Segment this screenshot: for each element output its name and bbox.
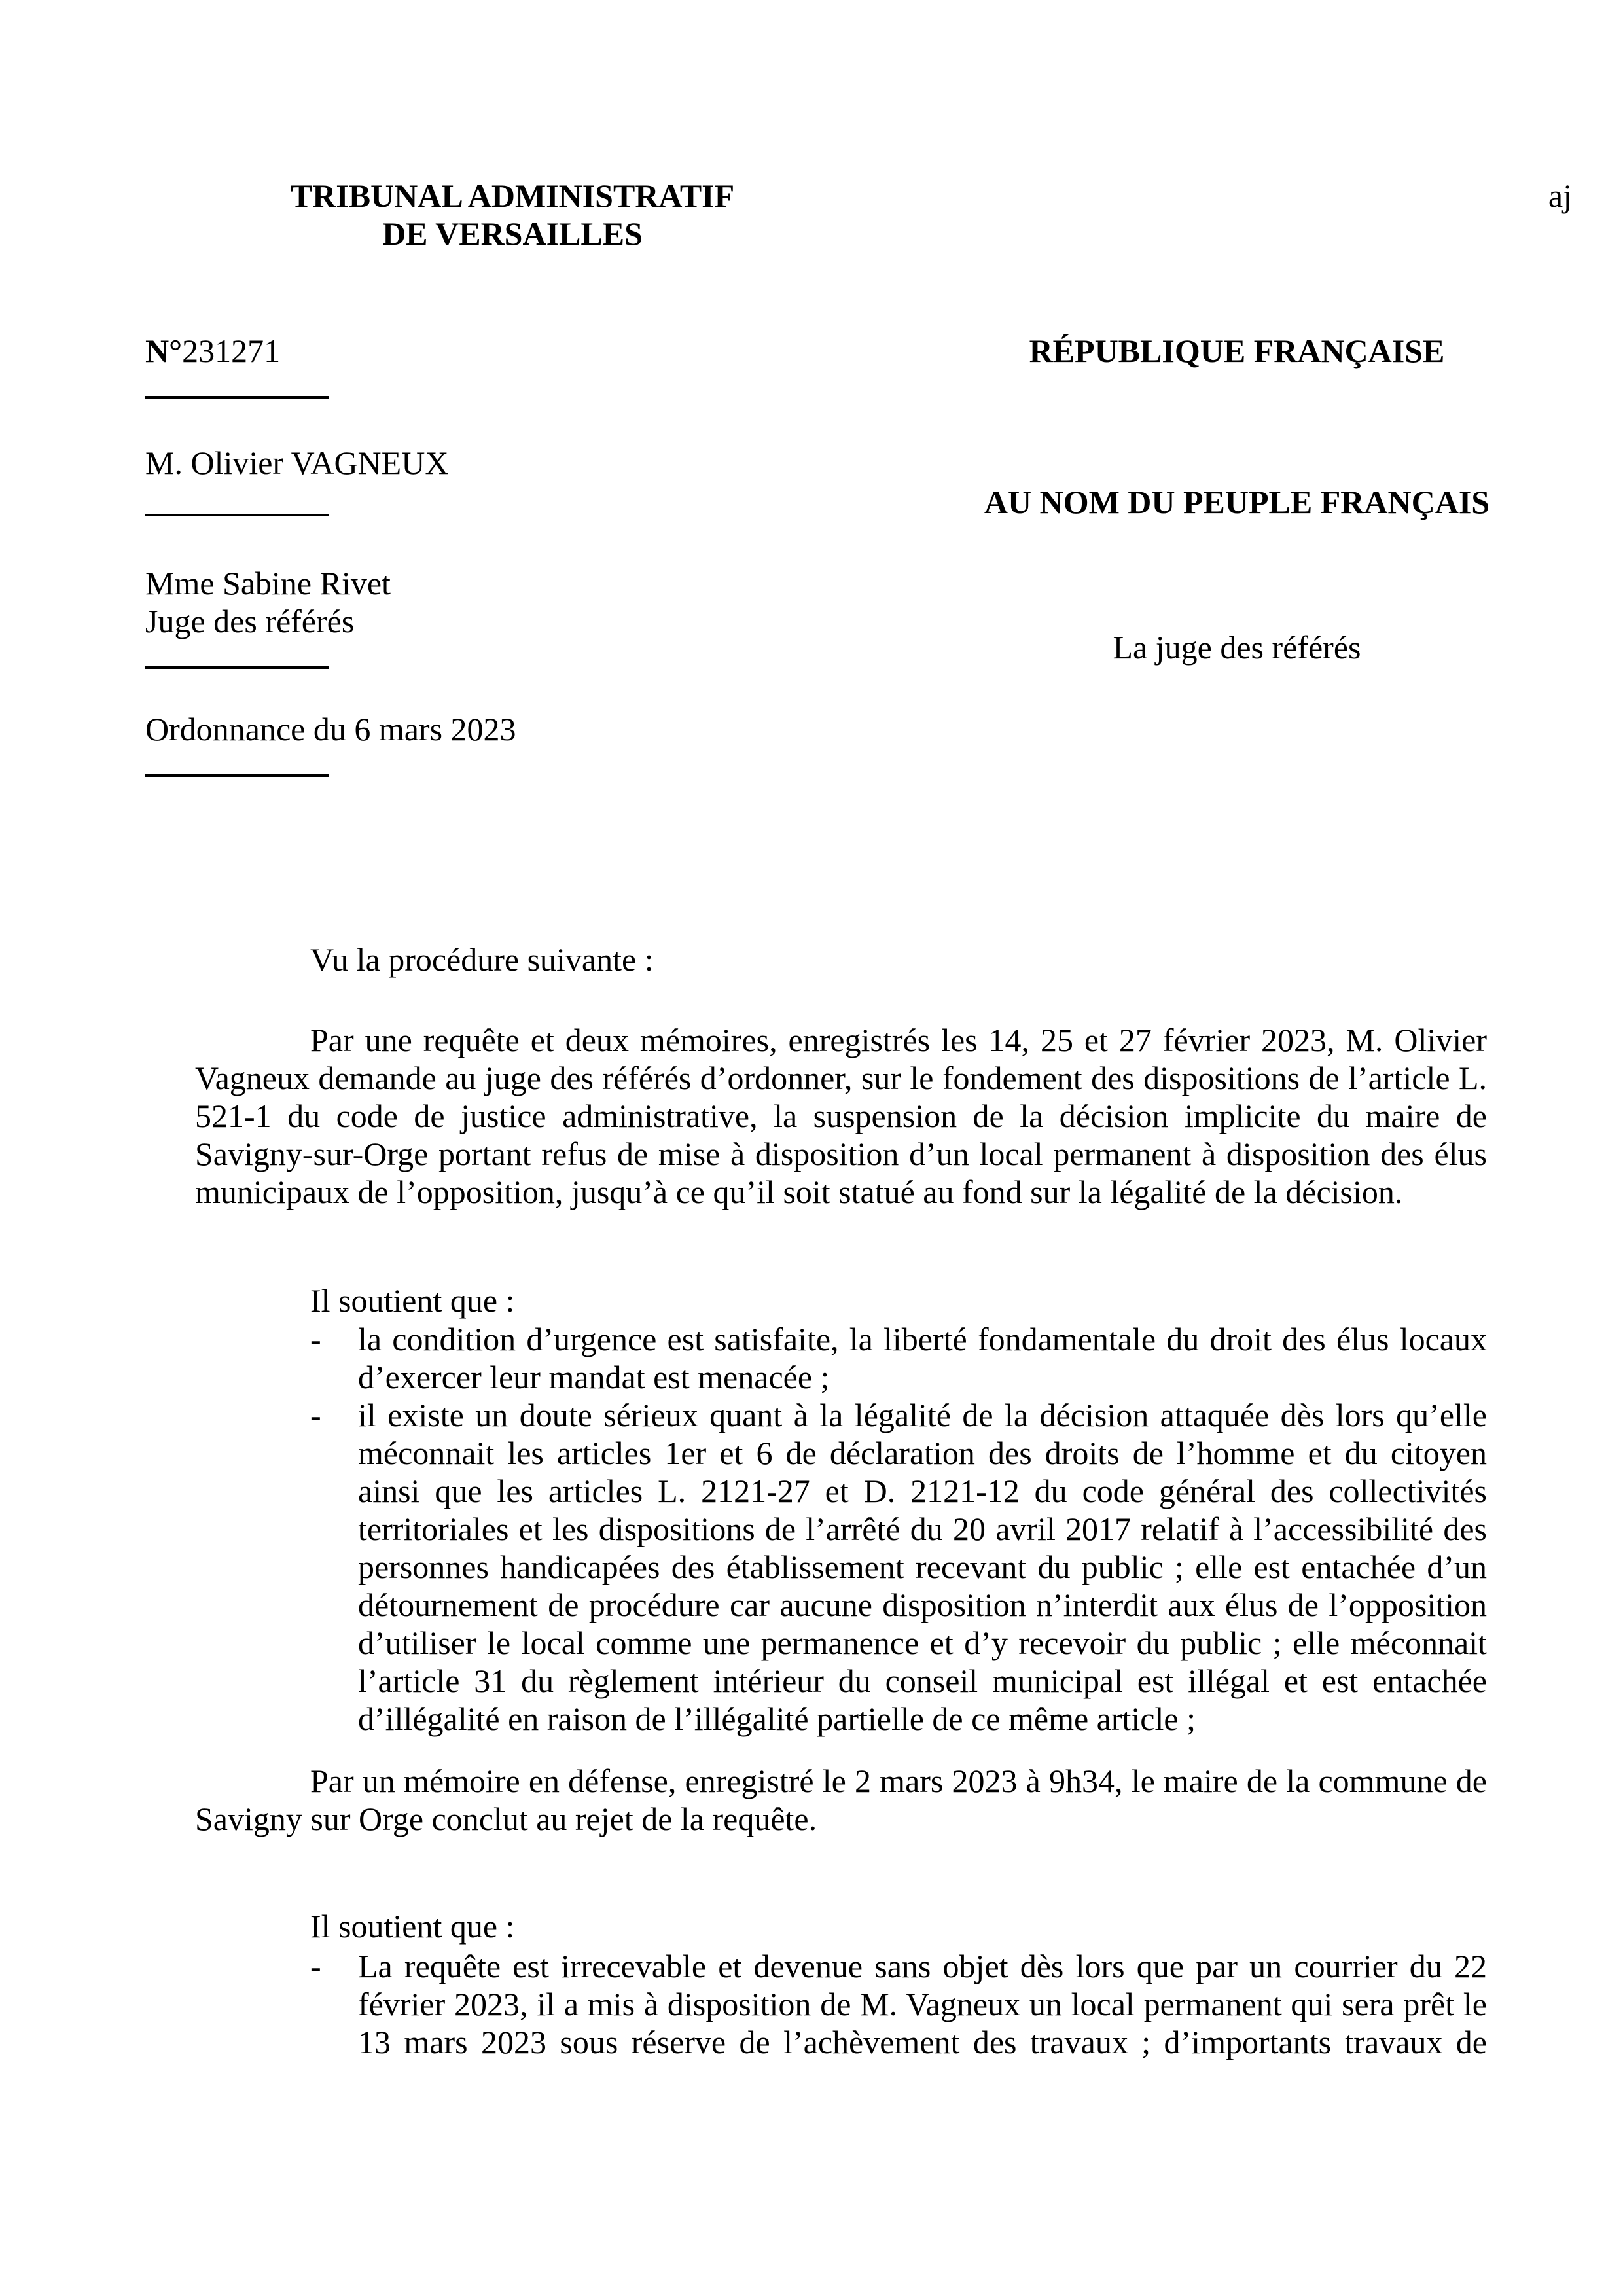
bullet-dash: - [310,1321,321,1357]
case-number [145,332,882,370]
corner-code: aj [1548,177,1572,214]
court-title-line2: DE VERSAILLES [382,215,643,252]
judge-name: Mme Sabine Rivet [145,565,391,601]
reference-column [145,332,882,777]
supports-heading: Il soutient que : [310,1908,515,1945]
horizontal-rule [145,774,329,777]
claim-item [195,1947,1487,2061]
request-paragraph: Par une requête et deux mémoires, enregistrés les 14, 25 et 27 février 2023, M. Olivier Vagneux demande au juge des référés d’ordonner, sur le fondement des dispositions de l’article L. 521-1 du code de justice administrative, la suspension de la décision implicite du maire de Savigny-sur-Orge portant refus de mise à disposition d’un local permanent à disposition des élus municipaux de l’opposition, jusqu’à ce qu’il soit statué au fond sur la légalité de la décision. [195,1022,1487,1210]
procedure-heading: Vu la procédure suivante : [310,941,654,978]
horizontal-rule [145,514,329,516]
claim-item [195,1320,1487,1396]
horizontal-rule [145,396,329,399]
bullet-dash: - [310,1397,321,1433]
republic-heading: RÉPUBLIQUE FRANÇAISE [1029,332,1445,369]
ordinance-date: Ordonnance du 6 mars 2023 [145,711,516,747]
judge-signature-line: La juge des référés [1113,629,1361,666]
bullet-dash: - [310,1948,321,1984]
court-title [145,177,880,253]
applicant-name: M. Olivier VAGNEUX [145,444,449,481]
claim-text: la condition d’urgence est satisfaite, la liberté fondamentale du droit des élus locaux d’exercer leur mandat est menacée ; [358,1321,1487,1395]
claim-item [195,1396,1487,1738]
defense-paragraph: Par un mémoire en défense, enregistré le 2 mars 2023 à 9h34, le maire de la commune de Savigny sur Orge conclut au rejet de la requête. [195,1763,1487,1837]
defense-claims-list [195,1947,1487,2061]
court-title-line1: TRIBUNAL ADMINISTRATIF [290,177,735,214]
document-body [195,941,1487,2061]
in-the-name-heading: AU NOM DU PEUPLE FRANÇAIS [984,484,1490,520]
judge-title: Juge des référés [145,603,355,639]
supports-heading: Il soutient que : [310,1282,515,1319]
claim-text: La requête est irrecevable et devenue sans objet dès lors que par un courrier du 22 février 2023, il a mis à disposition de M. Vagneux un local permanent qui sera prêt le 13 mars 2023 sous réserve de l’achèvement des travaux ; d’importants travaux de [358,1948,1487,2060]
claims-list [195,1320,1487,1738]
case-number-value: 231271 [182,332,281,369]
horizontal-rule [145,666,329,669]
claim-text: il existe un doute sérieux quant à la légalité de la décision attaquée dès lors qu’elle méconnait les articles 1er et 6 de déclaration des droits de l’homme et du citoyen ainsi que les articles L. 2121-27 et D. 2121-12 du code général des collectivités territoriales et les dispositions de l’arrêté du 20 avril 2017 relatif à l’accessibilité des personnes handicapées des établissement recevant du public ; elle est entachée d’un détournement de procédure car aucune disposition n’interdit aux élus de l’opposition d’utiliser le local comme une permanence et d’y recevoir du public ; elle méconnait l’article 31 du règlement intérieur du conseil municipal est illégal et est entachée d’illégalité en raison de l’illégalité partielle de ce même article ; [358,1397,1487,1737]
case-number-prefix: N° [145,332,183,369]
